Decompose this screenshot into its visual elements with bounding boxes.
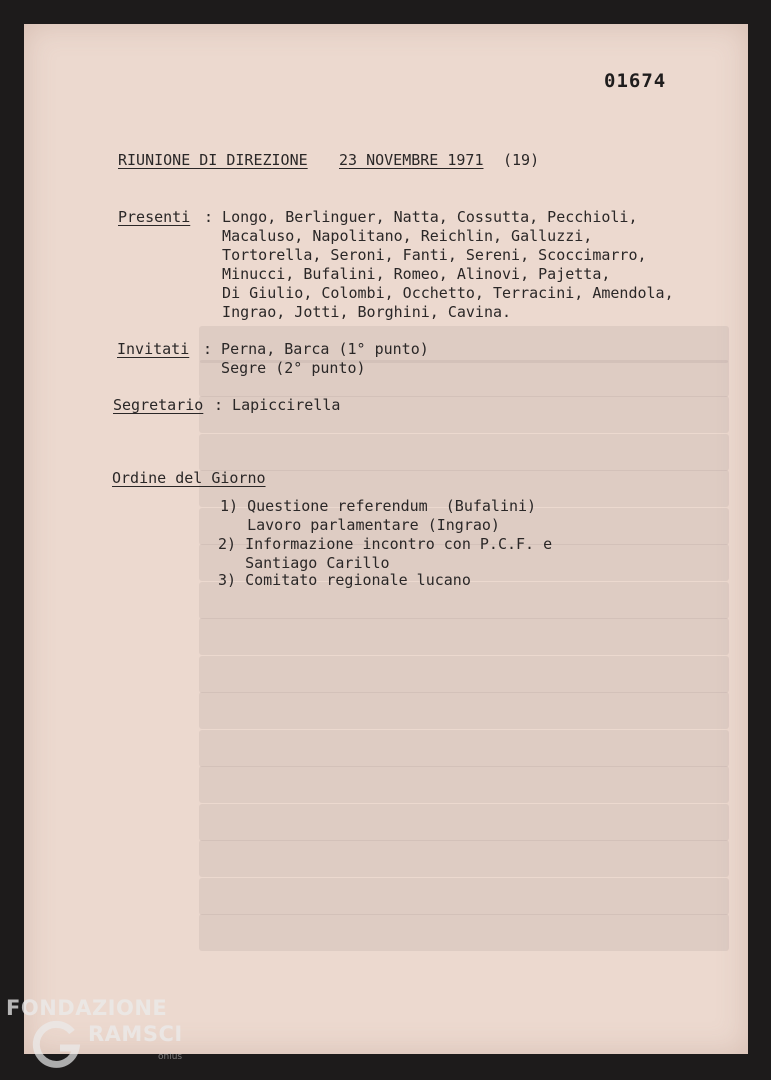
presenti-line: Ingrao, Jotti, Borghini, Cavina. (204, 303, 512, 321)
meeting-title: RIUNIONE DI DIREZIONE (118, 151, 308, 169)
odg-item: 1) Questione referendum (Bufalini) (220, 497, 537, 515)
meeting-date: 23 NOVEMBRE 1971 (339, 151, 484, 169)
fondazione-gramsci-watermark (6, 996, 196, 1074)
meeting-ref: (19) (503, 151, 540, 169)
presenti-label: Presenti (118, 208, 191, 226)
segretario-label: Segretario (113, 396, 204, 414)
odg-label: Ordine del Giorno (112, 469, 266, 487)
odg-item: Santiago Carillo (218, 554, 390, 572)
g-logo-icon (32, 1018, 84, 1070)
invitati-label: Invitati (117, 340, 190, 358)
presenti-line: : Longo, Berlinguer, Natta, Cossutta, Pecchioli, (204, 208, 638, 226)
presenti-line: Tortorella, Seroni, Fanti, Sereni, Scoccimarro, (204, 246, 647, 264)
segretario-value: : Lapiccirella (214, 396, 341, 414)
invitati-line: : Perna, Barca (1° punto) (203, 340, 429, 358)
presenti-line: Minucci, Bufalini, Romeo, Alinovi, Pajetta, (204, 265, 611, 283)
invitati-line: Segre (2° punto) (203, 359, 366, 377)
odg-item: Lavoro parlamentare (Ingrao) (220, 516, 500, 534)
presenti-line: Macaluso, Napolitano, Reichlin, Galluzzi, (204, 227, 593, 245)
presenti-line: Di Giulio, Colombi, Occhetto, Terracini, Amendola, (204, 284, 674, 302)
document-number: 01674 (604, 70, 667, 92)
odg-item: 2) Informazione incontro con P.C.F. e (218, 535, 553, 553)
watermark-line2: RAMSCI (88, 1022, 183, 1046)
odg-item: 3) Comitato regionale lucano (218, 571, 471, 589)
watermark-line1: FONDAZIONE (6, 996, 168, 1020)
watermark-sub: onlus (158, 1052, 183, 1062)
